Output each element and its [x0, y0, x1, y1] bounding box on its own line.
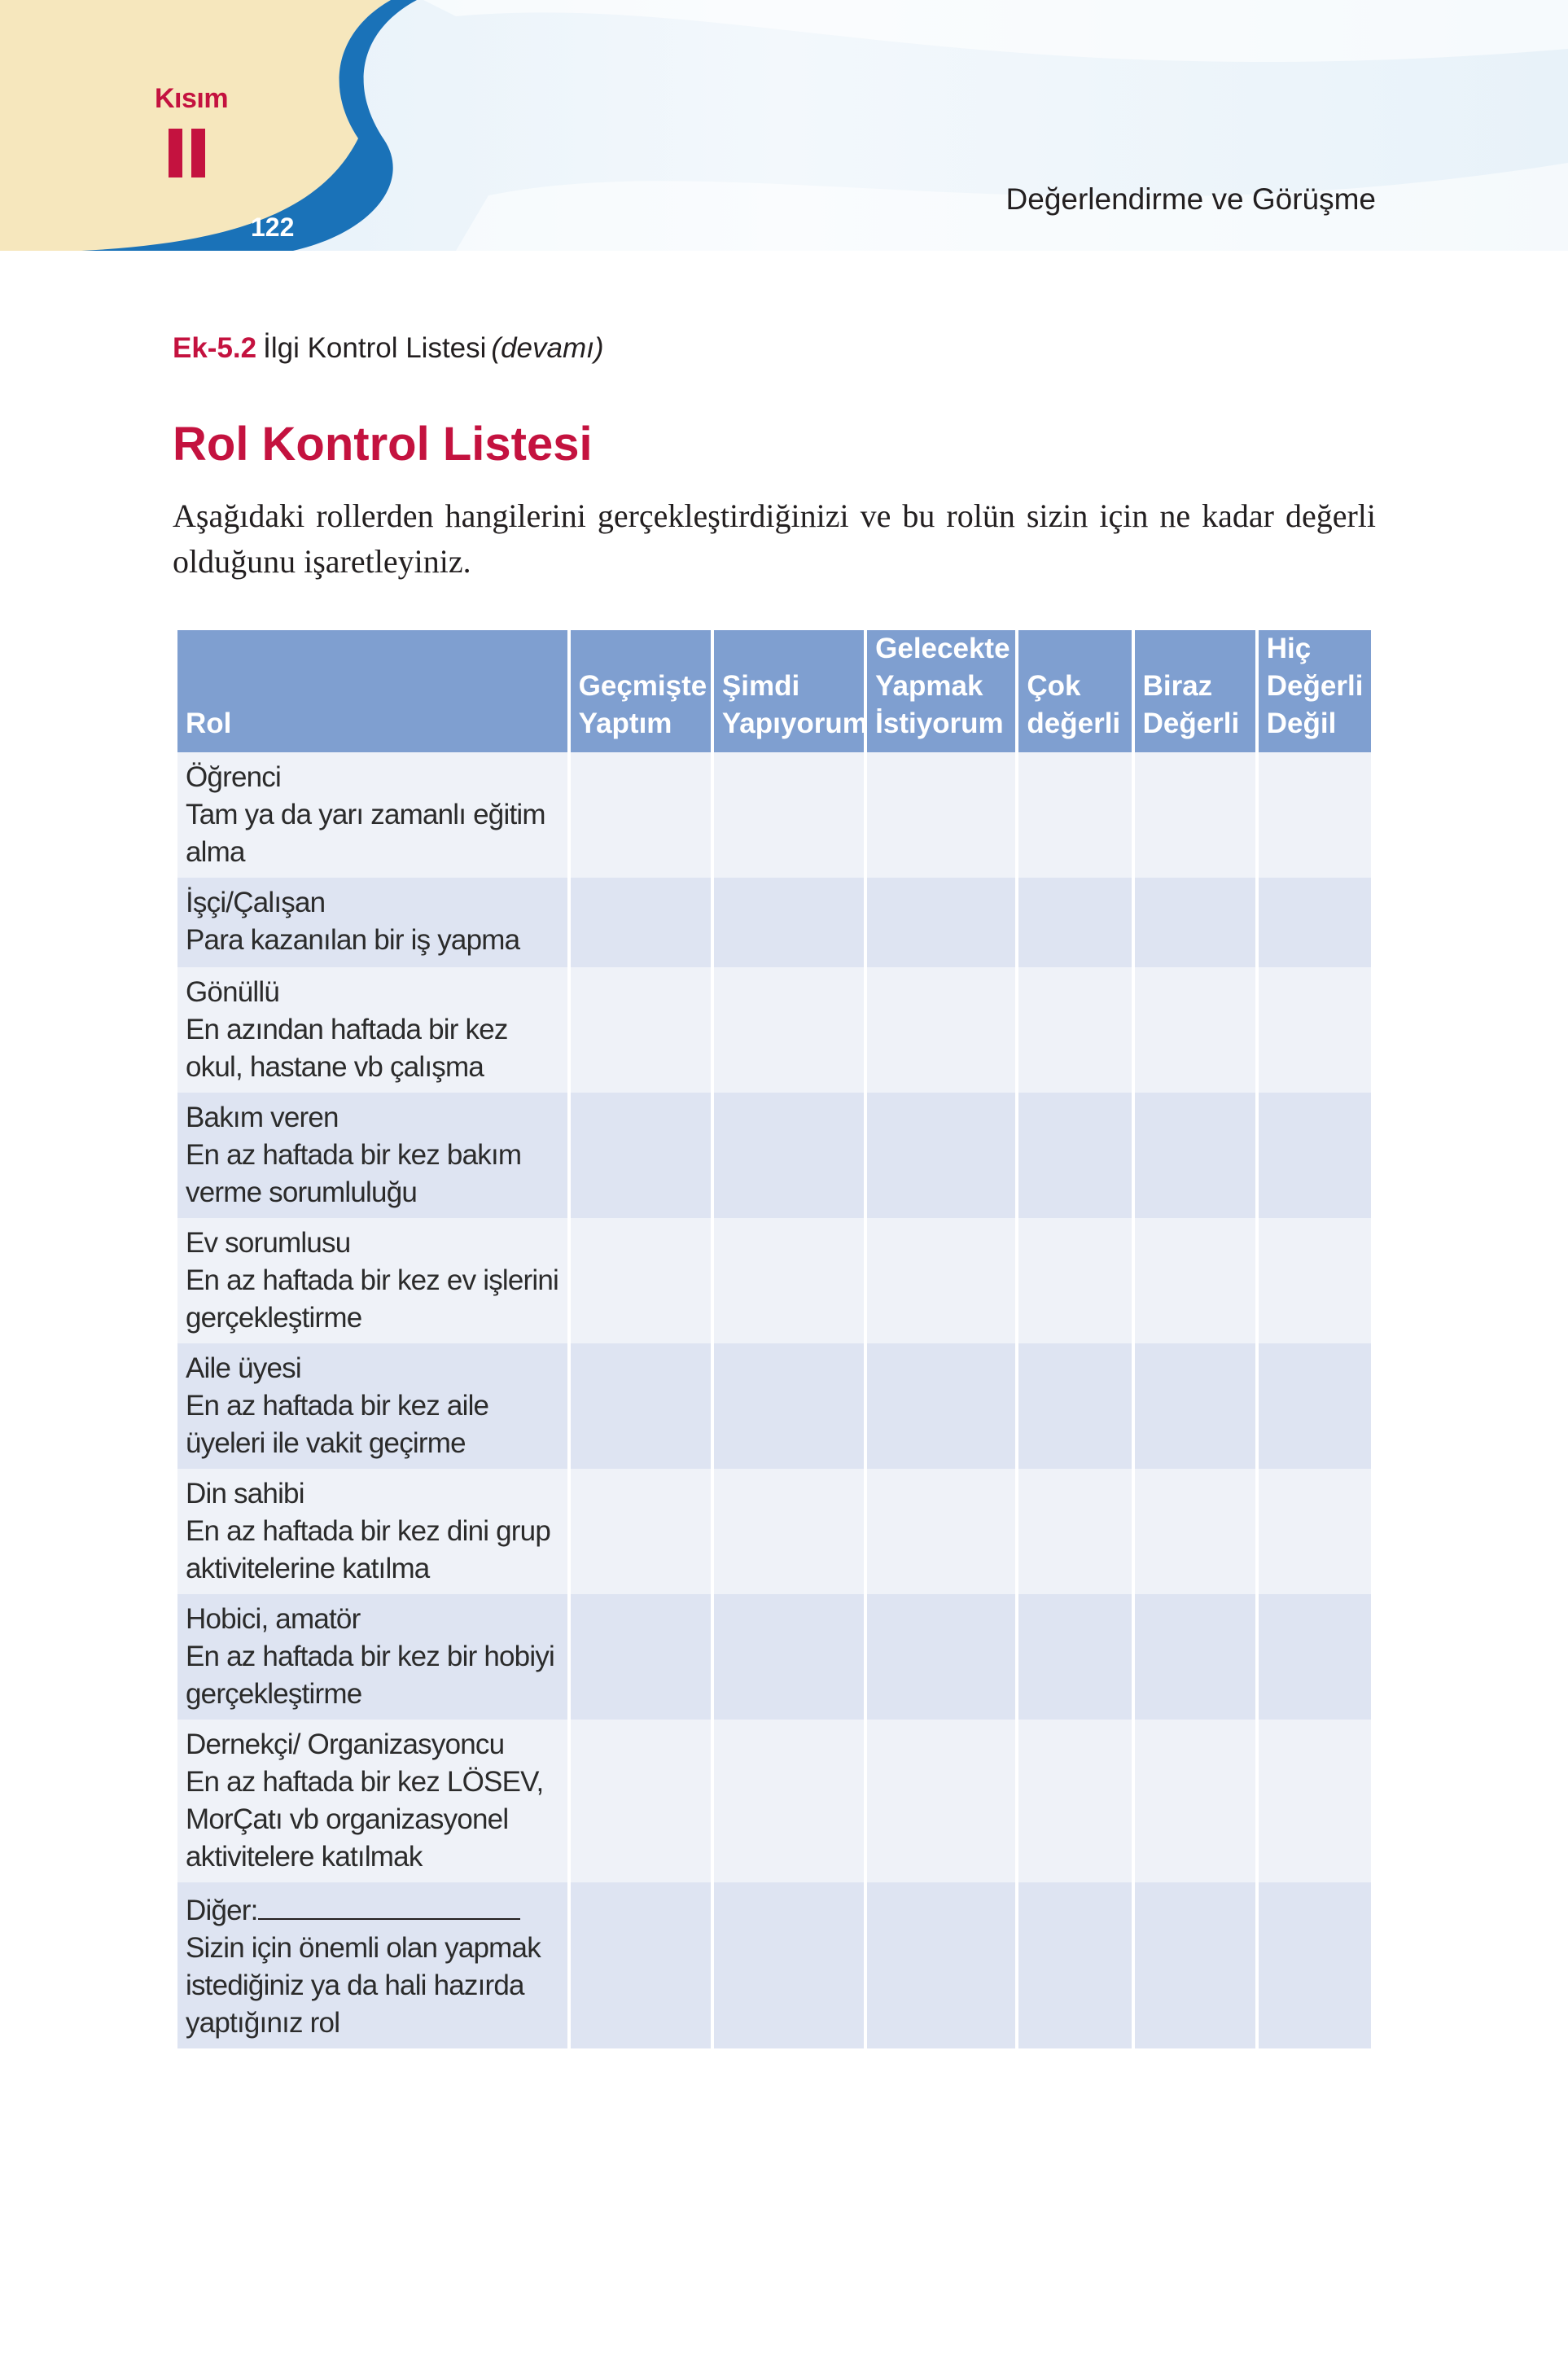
role-name: Diğer:	[186, 1895, 258, 1926]
past-cell[interactable]	[571, 752, 711, 878]
future-cell[interactable]	[867, 967, 1015, 1093]
role-name-line	[186, 1475, 559, 1513]
role-cell	[177, 967, 567, 1093]
role-cell	[177, 1469, 567, 1594]
future-cell[interactable]	[867, 1720, 1015, 1882]
role-description: En azından haftada bir kez okul, hastane vb çalışma	[186, 1014, 508, 1083]
present-cell[interactable]	[714, 1882, 864, 2048]
role-description: En az haftada bir kez dini grup aktivitelerine katılma	[186, 1515, 550, 1584]
not-valuable-cell[interactable]	[1259, 1093, 1371, 1218]
somewhat-valuable-cell[interactable]	[1135, 967, 1255, 1093]
role-name-line	[186, 759, 559, 796]
not-valuable-cell[interactable]	[1259, 1594, 1371, 1720]
role-name: Din sahibi	[186, 1478, 304, 1509]
fill-in-blank[interactable]	[258, 1889, 520, 1920]
future-cell[interactable]	[867, 878, 1015, 967]
role-name-line	[186, 1225, 559, 1262]
running-title: Değerlendirme ve Görüşme	[1005, 182, 1376, 216]
role-checklist-table	[174, 630, 1374, 2048]
past-cell[interactable]	[571, 1093, 711, 1218]
appendix-continued: (devamı)	[491, 332, 604, 364]
somewhat-valuable-cell[interactable]	[1135, 1594, 1255, 1720]
role-description: En az haftada bir kez aile üyeleri ile vakit geçirme	[186, 1390, 489, 1459]
instruction-text: Aşağıdaki rollerden hangilerini gerçekleştirdiğinizi ve bu rolün sizin için ne kadar değerli olduğunu işaretleyiniz.	[173, 497, 1376, 580]
not-valuable-cell[interactable]	[1259, 752, 1371, 878]
present-cell[interactable]	[714, 1218, 864, 1343]
very-valuable-cell[interactable]	[1018, 1343, 1131, 1469]
present-cell[interactable]	[714, 1720, 864, 1882]
part-label: Kısım	[155, 83, 229, 114]
role-name: Gönüllü	[186, 976, 280, 1008]
table-row	[177, 752, 1371, 878]
present-cell[interactable]	[714, 1469, 864, 1594]
role-cell	[177, 878, 567, 967]
table-row	[177, 1594, 1371, 1720]
past-cell[interactable]	[571, 967, 711, 1093]
past-cell[interactable]	[571, 878, 711, 967]
table-row	[177, 1469, 1371, 1594]
table-row	[177, 1343, 1371, 1469]
present-cell[interactable]	[714, 752, 864, 878]
role-name-line	[186, 1099, 559, 1137]
future-cell[interactable]	[867, 1469, 1015, 1594]
role-name: Ev sorumlusu	[186, 1227, 351, 1259]
very-valuable-cell[interactable]	[1018, 967, 1131, 1093]
present-cell[interactable]	[714, 1594, 864, 1720]
role-description: Tam ya da yarı zamanlı eğitim alma	[186, 799, 545, 868]
role-description: En az haftada bir kez ev işlerini gerçekleştirme	[186, 1264, 559, 1334]
column-header-future: Gelecekte Yapmak İstiyorum	[867, 630, 1015, 752]
role-name: Aile üyesi	[186, 1352, 301, 1384]
not-valuable-cell[interactable]	[1259, 878, 1371, 967]
role-cell	[177, 1093, 567, 1218]
role-name-line	[186, 1726, 559, 1764]
role-description: En az haftada bir kez bir hobiyi gerçekleştirme	[186, 1641, 555, 1710]
somewhat-valuable-cell[interactable]	[1135, 752, 1255, 878]
somewhat-valuable-cell[interactable]	[1135, 1469, 1255, 1594]
role-description: Para kazanılan bir iş yapma	[186, 924, 520, 956]
very-valuable-cell[interactable]	[1018, 1093, 1131, 1218]
role-cell	[177, 1720, 567, 1882]
role-name-line	[186, 884, 559, 922]
table-row	[177, 1882, 1371, 2048]
column-header-role: Rol	[177, 630, 567, 752]
column-header-very-valuable: Çok değerli	[1018, 630, 1131, 752]
table-header-row	[177, 630, 1371, 752]
role-name: Bakım veren	[186, 1102, 339, 1133]
role-name: Hobici, amatör	[186, 1603, 361, 1635]
future-cell[interactable]	[867, 1093, 1015, 1218]
role-cell	[177, 1594, 567, 1720]
table-row	[177, 1720, 1371, 1882]
present-cell[interactable]	[714, 1343, 864, 1469]
somewhat-valuable-cell[interactable]	[1135, 1343, 1255, 1469]
not-valuable-cell[interactable]	[1259, 967, 1371, 1093]
not-valuable-cell[interactable]	[1259, 1882, 1371, 2048]
column-header-present: Şimdi Yapıyorum	[714, 630, 864, 752]
past-cell[interactable]	[571, 1343, 711, 1469]
appendix-title: İlgi Kontrol Listesi	[263, 332, 487, 364]
role-description: En az haftada bir kez LÖSEV, MorÇatı vb organizasyonel aktivitelere katılmak	[186, 1766, 544, 1873]
role-name: İşçi/Çalışan	[186, 887, 326, 918]
role-name-line	[186, 1889, 559, 1930]
past-cell[interactable]	[571, 1218, 711, 1343]
present-cell[interactable]	[714, 1093, 864, 1218]
very-valuable-cell[interactable]	[1018, 1218, 1131, 1343]
role-name-line	[186, 1601, 559, 1638]
role-name-line	[186, 1350, 559, 1387]
role-cell	[177, 1343, 567, 1469]
somewhat-valuable-cell[interactable]	[1135, 1218, 1255, 1343]
somewhat-valuable-cell[interactable]	[1135, 1720, 1255, 1882]
very-valuable-cell[interactable]	[1018, 1594, 1131, 1720]
not-valuable-cell[interactable]	[1259, 1218, 1371, 1343]
role-name-line	[186, 974, 559, 1011]
role-cell	[177, 1218, 567, 1343]
table-row	[177, 1093, 1371, 1218]
very-valuable-cell[interactable]	[1018, 1720, 1131, 1882]
very-valuable-cell[interactable]	[1018, 1882, 1131, 2048]
appendix-code: Ek-5.2	[173, 332, 257, 364]
future-cell[interactable]	[867, 752, 1015, 878]
role-description: Sizin için önemli olan yapmak istediğiniz ya da hali hazırda yaptığınız rol	[186, 1932, 541, 2039]
not-valuable-cell[interactable]	[1259, 1469, 1371, 1594]
table-row	[177, 1218, 1371, 1343]
very-valuable-cell[interactable]	[1018, 752, 1131, 878]
past-cell[interactable]	[571, 1469, 711, 1594]
somewhat-valuable-cell[interactable]	[1135, 1882, 1255, 2048]
future-cell[interactable]	[867, 1218, 1015, 1343]
present-cell[interactable]	[714, 967, 864, 1093]
table-row	[177, 878, 1371, 967]
past-cell[interactable]	[571, 1720, 711, 1882]
table-row	[177, 967, 1371, 1093]
appendix-label	[173, 332, 604, 365]
future-cell[interactable]	[867, 1594, 1015, 1720]
role-cell	[177, 1882, 567, 2048]
role-name: Öğrenci	[186, 761, 281, 793]
column-header-past: Geçmişte Yaptım	[571, 630, 711, 752]
somewhat-valuable-cell[interactable]	[1135, 1093, 1255, 1218]
past-cell[interactable]	[571, 1882, 711, 2048]
past-cell[interactable]	[571, 1594, 711, 1720]
page-number: 122	[251, 213, 295, 242]
column-header-somewhat-valuable: Biraz Değerli	[1135, 630, 1255, 752]
page-title: Rol Kontrol Listesi	[173, 418, 593, 471]
somewhat-valuable-cell[interactable]	[1135, 878, 1255, 967]
column-header-not-valuable: Hiç Değerli Değil	[1259, 630, 1371, 752]
present-cell[interactable]	[714, 878, 864, 967]
future-cell[interactable]	[867, 1882, 1015, 2048]
not-valuable-cell[interactable]	[1259, 1720, 1371, 1882]
role-name: Dernekçi/ Organizasyoncu	[186, 1728, 505, 1760]
not-valuable-cell[interactable]	[1259, 1343, 1371, 1469]
role-cell	[177, 752, 567, 878]
future-cell[interactable]	[867, 1343, 1015, 1469]
very-valuable-cell[interactable]	[1018, 878, 1131, 967]
role-description: En az haftada bir kez bakım verme sorumluluğu	[186, 1139, 522, 1208]
very-valuable-cell[interactable]	[1018, 1469, 1131, 1594]
part-numeral	[167, 129, 208, 177]
